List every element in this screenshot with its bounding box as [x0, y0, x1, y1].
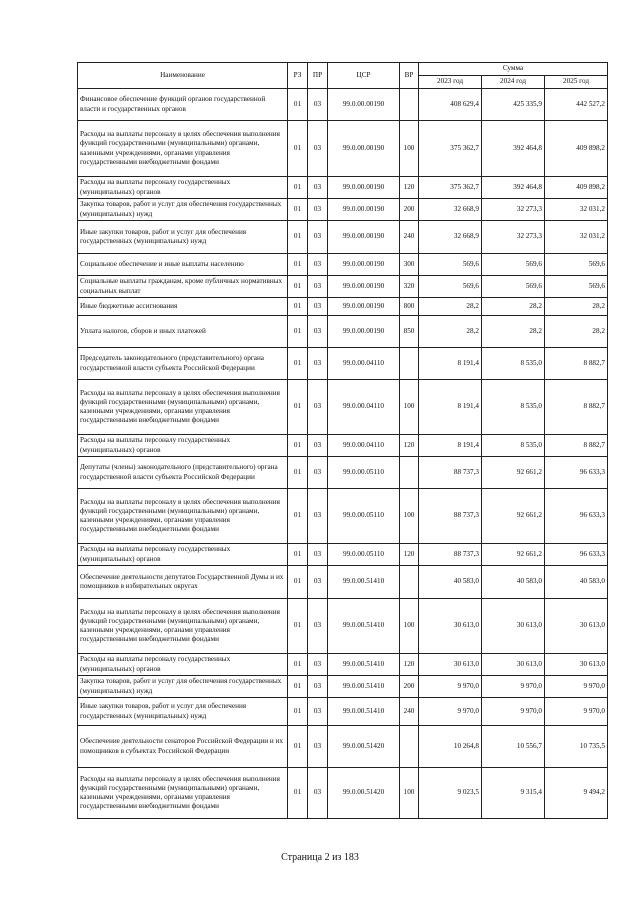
- row-csr: 99.0.00.51410: [328, 676, 400, 698]
- row-name: Расходы на выплаты персоналу в целях обеспечения выполнения функций государственными (муниципальными) органами, казенными учреждениями, органами управления государственными внебюджетными фондами: [78, 380, 288, 435]
- row-pr: 03: [308, 435, 328, 457]
- table-row: [78, 348, 608, 380]
- row-pr: 03: [308, 698, 328, 726]
- row-value-2025: 9 970,0: [545, 676, 608, 698]
- row-name: Председатель законодательного (представительного) органа государственной власти субъекта Российской Федерации: [78, 348, 288, 380]
- row-csr: 99.0.00.05110: [328, 489, 400, 544]
- row-rz: 01: [288, 676, 308, 698]
- row-pr: 03: [308, 566, 328, 599]
- row-value-2024: 28,2: [482, 316, 545, 348]
- row-vr: 200: [400, 199, 419, 221]
- row-vr: 100: [400, 380, 419, 435]
- row-value-2025: 8 882,7: [545, 380, 608, 435]
- row-value-2023: 10 264,8: [419, 726, 482, 768]
- row-value-2024: 92 661,2: [482, 544, 545, 566]
- row-value-2025: 9 970,0: [545, 698, 608, 726]
- row-name: Обеспечение деятельности депутатов Государственной Думы и их помощников в избирательных округах: [78, 566, 288, 599]
- row-value-2023: 8 191,4: [419, 435, 482, 457]
- row-name: Социальное обеспечение и иные выплаты населению: [78, 254, 288, 276]
- header-year-2023: 2023 год: [419, 76, 482, 89]
- row-pr: 03: [308, 177, 328, 199]
- row-rz: 01: [288, 726, 308, 768]
- row-csr: 99.0.00.04110: [328, 435, 400, 457]
- row-value-2024: 425 335,9: [482, 89, 545, 121]
- row-rz: 01: [288, 121, 308, 177]
- table-row: [78, 89, 608, 121]
- row-csr: 99.0.00.00190: [328, 199, 400, 221]
- row-vr: 100: [400, 599, 419, 654]
- row-value-2023: 408 629,4: [419, 89, 482, 121]
- row-name: Расходы на выплаты персоналу в целях обеспечения выполнения функций государственными (муниципальными) органами, казенными учреждениями, органами управления государственными внебюджетными фондами: [78, 599, 288, 654]
- row-value-2023: 88 737,3: [419, 489, 482, 544]
- row-name: Расходы на выплаты персоналу государственных (муниципальных) органов: [78, 544, 288, 566]
- table-row: [78, 435, 608, 457]
- row-rz: 01: [288, 199, 308, 221]
- row-value-2025: 409 898,2: [545, 177, 608, 199]
- table-row: [78, 768, 608, 819]
- row-name: Расходы на выплаты персоналу в целях обеспечения выполнения функций государственными (муниципальными) органами, казенными учреждениями, органами управления государственными внебюджетными фондами: [78, 768, 288, 819]
- row-value-2024: 92 661,2: [482, 457, 545, 489]
- header-year-2024: 2024 год: [482, 76, 545, 89]
- row-value-2023: 30 613,0: [419, 599, 482, 654]
- row-value-2025: 9 494,2: [545, 768, 608, 819]
- row-vr: 240: [400, 221, 419, 254]
- row-value-2025: 442 527,2: [545, 89, 608, 121]
- row-name: Иные закупки товаров, работ и услуг для обеспечения государственных (муниципальных) нужд: [78, 221, 288, 254]
- row-csr: 99.0.00.00190: [328, 121, 400, 177]
- row-value-2025: 569,6: [545, 276, 608, 298]
- row-rz: 01: [288, 348, 308, 380]
- row-value-2024: 8 535,0: [482, 435, 545, 457]
- row-rz: 01: [288, 298, 308, 316]
- row-value-2024: 9 315,4: [482, 768, 545, 819]
- row-value-2025: 28,2: [545, 298, 608, 316]
- row-vr: 320: [400, 276, 419, 298]
- table-row: [78, 221, 608, 254]
- row-value-2024: 8 535,0: [482, 380, 545, 435]
- row-vr: 100: [400, 121, 419, 177]
- header-pr: ПР: [308, 63, 328, 89]
- row-csr: 99.0.00.05110: [328, 457, 400, 489]
- row-vr: 200: [400, 676, 419, 698]
- row-value-2024: 569,6: [482, 276, 545, 298]
- row-vr: [400, 348, 419, 380]
- row-value-2025: 409 898,2: [545, 121, 608, 177]
- row-value-2024: 40 583,0: [482, 566, 545, 599]
- row-value-2023: 32 668,9: [419, 199, 482, 221]
- row-value-2023: 30 613,0: [419, 654, 482, 676]
- row-csr: 99.0.00.51410: [328, 599, 400, 654]
- row-value-2024: 569,6: [482, 254, 545, 276]
- row-rz: 01: [288, 276, 308, 298]
- row-value-2025: 8 882,7: [545, 348, 608, 380]
- row-vr: 240: [400, 698, 419, 726]
- row-pr: 03: [308, 726, 328, 768]
- row-value-2023: 9 970,0: [419, 698, 482, 726]
- row-vr: 100: [400, 489, 419, 544]
- row-value-2023: 8 191,4: [419, 380, 482, 435]
- row-value-2024: 10 556,7: [482, 726, 545, 768]
- row-vr: 100: [400, 768, 419, 819]
- row-value-2024: 9 970,0: [482, 698, 545, 726]
- row-vr: 300: [400, 254, 419, 276]
- row-rz: 01: [288, 654, 308, 676]
- row-vr: 120: [400, 435, 419, 457]
- row-value-2023: 375 362,7: [419, 177, 482, 199]
- table-row: [78, 254, 608, 276]
- row-csr: 99.0.00.04110: [328, 348, 400, 380]
- row-value-2023: 40 583,0: [419, 566, 482, 599]
- table-row: [78, 316, 608, 348]
- row-name: Иные бюджетные ассигнования: [78, 298, 288, 316]
- row-vr: [400, 566, 419, 599]
- row-rz: 01: [288, 566, 308, 599]
- table-row: [78, 654, 608, 676]
- row-value-2023: 9 023,5: [419, 768, 482, 819]
- row-rz: 01: [288, 599, 308, 654]
- table-row: [78, 380, 608, 435]
- row-csr: 99.0.00.00190: [328, 221, 400, 254]
- row-csr: 99.0.00.05110: [328, 544, 400, 566]
- row-value-2023: 375 362,7: [419, 121, 482, 177]
- row-csr: 99.0.00.00190: [328, 316, 400, 348]
- row-value-2024: 92 661,2: [482, 489, 545, 544]
- row-value-2023: 32 668,9: [419, 221, 482, 254]
- row-rz: 01: [288, 177, 308, 199]
- row-value-2024: 8 535,0: [482, 348, 545, 380]
- row-name: Социальные выплаты гражданам, кроме публичных нормативных социальных выплат: [78, 276, 288, 298]
- row-pr: 03: [308, 676, 328, 698]
- row-rz: 01: [288, 457, 308, 489]
- row-vr: 120: [400, 177, 419, 199]
- row-name: Иные закупки товаров, работ и услуг для обеспечения государственных (муниципальных) нужд: [78, 698, 288, 726]
- row-pr: 03: [308, 654, 328, 676]
- row-name: Расходы на выплаты персоналу в целях обеспечения выполнения функций государственными (муниципальными) органами, казенными учреждениями, органами управления государственными внебюджетными фондами: [78, 121, 288, 177]
- row-value-2024: 28,2: [482, 298, 545, 316]
- row-pr: 03: [308, 276, 328, 298]
- row-value-2024: 32 273,3: [482, 221, 545, 254]
- row-vr: 120: [400, 654, 419, 676]
- row-vr: 120: [400, 544, 419, 566]
- row-pr: 03: [308, 544, 328, 566]
- row-rz: 01: [288, 544, 308, 566]
- row-value-2023: 28,2: [419, 298, 482, 316]
- table-header: [78, 63, 608, 89]
- row-csr: 99.0.00.51420: [328, 768, 400, 819]
- row-name: Расходы на выплаты персоналу государственных (муниципальных) органов: [78, 435, 288, 457]
- row-pr: 03: [308, 254, 328, 276]
- row-value-2025: 30 613,0: [545, 599, 608, 654]
- row-value-2025: 30 613,0: [545, 654, 608, 676]
- row-pr: 03: [308, 489, 328, 544]
- row-name: Расходы на выплаты персоналу государственных (муниципальных) органов: [78, 654, 288, 676]
- row-pr: 03: [308, 221, 328, 254]
- row-rz: 01: [288, 221, 308, 254]
- table-row: [78, 199, 608, 221]
- table-row: [78, 457, 608, 489]
- table-row: [78, 599, 608, 654]
- row-value-2023: 28,2: [419, 316, 482, 348]
- row-value-2024: 30 613,0: [482, 654, 545, 676]
- row-value-2025: 96 633,3: [545, 457, 608, 489]
- table-row: [78, 276, 608, 298]
- row-value-2024: 392 464,8: [482, 177, 545, 199]
- row-pr: 03: [308, 316, 328, 348]
- row-rz: 01: [288, 89, 308, 121]
- row-name: Расходы на выплаты персоналу в целях обеспечения выполнения функций государственными (муниципальными) органами, казенными учреждениями, органами управления государственными внебюджетными фондами: [78, 489, 288, 544]
- table-row: [78, 566, 608, 599]
- header-vr: ВР: [400, 63, 419, 89]
- row-csr: 99.0.00.00190: [328, 298, 400, 316]
- row-csr: 99.0.00.00190: [328, 89, 400, 121]
- row-pr: 03: [308, 380, 328, 435]
- row-pr: 03: [308, 199, 328, 221]
- row-value-2025: 96 633,3: [545, 489, 608, 544]
- row-name: Обеспечение деятельности сенаторов Российской Федерации и их помощников в субъектах Российской Федерации: [78, 726, 288, 768]
- row-csr: 99.0.00.51410: [328, 566, 400, 599]
- row-value-2023: 88 737,3: [419, 544, 482, 566]
- row-rz: 01: [288, 316, 308, 348]
- row-value-2025: 96 633,3: [545, 544, 608, 566]
- row-value-2025: 569,6: [545, 254, 608, 276]
- table-row: [78, 698, 608, 726]
- row-value-2023: 569,6: [419, 254, 482, 276]
- row-rz: 01: [288, 254, 308, 276]
- page-number: Страница 2 из 183: [281, 852, 359, 863]
- row-name: Финансовое обеспечение функций органов государственной власти и государственных органов: [78, 89, 288, 121]
- row-csr: 99.0.00.51410: [328, 698, 400, 726]
- row-value-2023: 88 737,3: [419, 457, 482, 489]
- row-pr: 03: [308, 348, 328, 380]
- row-pr: 03: [308, 121, 328, 177]
- row-csr: 99.0.00.00190: [328, 177, 400, 199]
- table-row: [78, 177, 608, 199]
- header-csr: ЦСР: [328, 63, 400, 89]
- row-vr: [400, 457, 419, 489]
- row-pr: 03: [308, 298, 328, 316]
- row-value-2025: 28,2: [545, 316, 608, 348]
- row-value-2023: 8 191,4: [419, 348, 482, 380]
- row-csr: 99.0.00.51410: [328, 654, 400, 676]
- row-rz: 01: [288, 380, 308, 435]
- row-pr: 03: [308, 457, 328, 489]
- row-name: Закупка товаров, работ и услуг для обеспечения государственных (муниципальных) нужд: [78, 199, 288, 221]
- row-rz: 01: [288, 435, 308, 457]
- table-row: [78, 489, 608, 544]
- row-value-2024: 30 613,0: [482, 599, 545, 654]
- row-csr: 99.0.00.51420: [328, 726, 400, 768]
- row-rz: 01: [288, 489, 308, 544]
- header-sum: Сумма: [419, 63, 608, 76]
- row-pr: 03: [308, 599, 328, 654]
- table-row: [78, 726, 608, 768]
- row-vr: [400, 89, 419, 121]
- row-csr: 99.0.00.04110: [328, 380, 400, 435]
- table-body: [78, 89, 608, 819]
- table-row: [78, 121, 608, 177]
- header-name: Наименование: [78, 63, 288, 89]
- row-value-2025: 32 031,2: [545, 199, 608, 221]
- row-rz: 01: [288, 698, 308, 726]
- row-value-2023: 569,6: [419, 276, 482, 298]
- row-vr: 800: [400, 298, 419, 316]
- table-row: [78, 298, 608, 316]
- row-name: Закупка товаров, работ и услуг для обеспечения государственных (муниципальных) нужд: [78, 676, 288, 698]
- row-value-2025: 8 882,7: [545, 435, 608, 457]
- header-year-2025: 2025 год: [545, 76, 608, 89]
- row-rz: 01: [288, 768, 308, 819]
- row-name: Расходы на выплаты персоналу государственных (муниципальных) органов: [78, 177, 288, 199]
- table-row: [78, 544, 608, 566]
- row-value-2024: 9 970,0: [482, 676, 545, 698]
- row-vr: 850: [400, 316, 419, 348]
- row-name: Депутаты (члены) законодательного (представительного) органа государственной власти субъекта Российской Федерации: [78, 457, 288, 489]
- row-value-2025: 10 735,5: [545, 726, 608, 768]
- row-value-2025: 40 583,0: [545, 566, 608, 599]
- row-value-2025: 32 031,2: [545, 221, 608, 254]
- header-rz: РЗ: [288, 63, 308, 89]
- row-pr: 03: [308, 89, 328, 121]
- row-pr: 03: [308, 768, 328, 819]
- row-csr: 99.0.00.00190: [328, 254, 400, 276]
- row-vr: [400, 726, 419, 768]
- table-row: [78, 676, 608, 698]
- row-name: Уплата налогов, сборов и иных платежей: [78, 316, 288, 348]
- budget-table: [77, 62, 608, 819]
- row-value-2023: 9 970,0: [419, 676, 482, 698]
- row-value-2024: 392 464,8: [482, 121, 545, 177]
- row-value-2024: 32 273,3: [482, 199, 545, 221]
- row-csr: 99.0.00.00190: [328, 276, 400, 298]
